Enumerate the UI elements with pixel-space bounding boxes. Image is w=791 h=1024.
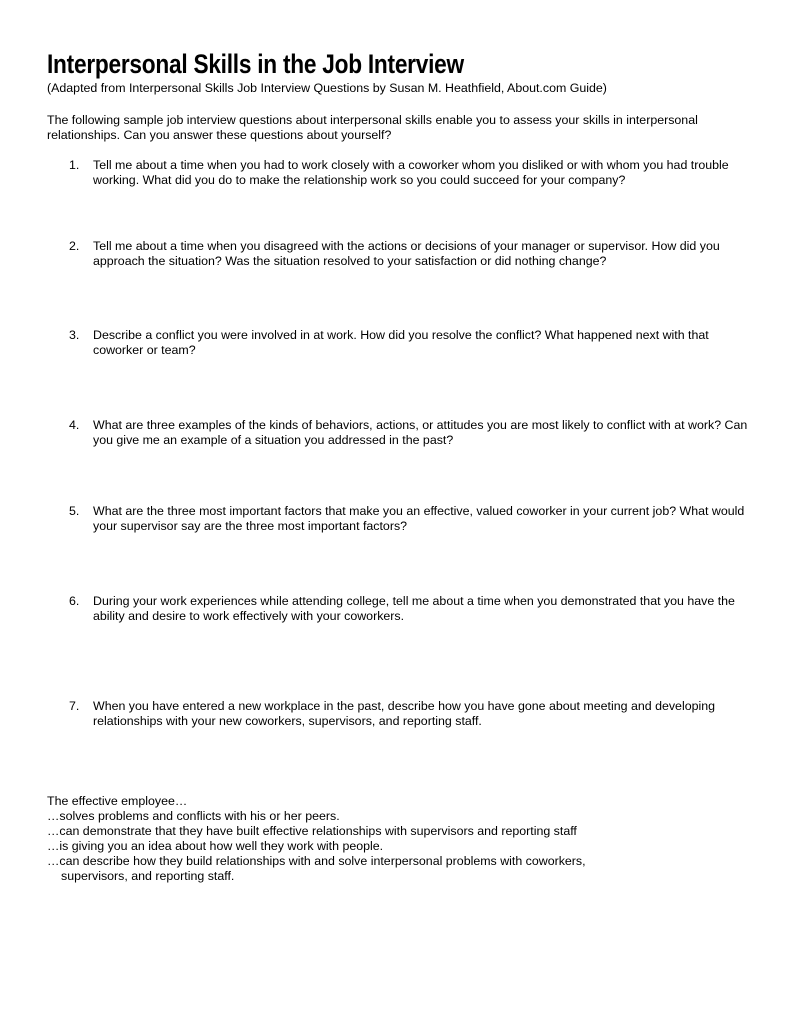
effective-employee-item: …can demonstrate that they have built effective relationships with supervisors and reporting staff (47, 824, 577, 838)
question-text: What are the three most important factors that make you an effective, valued coworker in your current job? What would your supervisor say are the three most important factors? (93, 504, 745, 533)
question-number: 1. (69, 158, 80, 172)
intro-paragraph: The following sample job interview questions about interpersonal skills enable you to assess your skills in interpersonal relationships. Can you answer these questions about yourself? (47, 113, 698, 142)
question-text: Describe a conflict you were involved in at work. How did you resolve the conflict? What happened next with that coworker or team? (93, 328, 709, 357)
question-item (47, 418, 749, 504)
question-item (47, 239, 749, 328)
document-title: Interpersonal Skills in the Job Interview (47, 49, 464, 79)
question-item (47, 504, 749, 594)
question-number: 6. (69, 594, 80, 608)
question-item (47, 158, 749, 239)
effective-employee-item: …solves problems and conflicts with his or her peers. (47, 809, 340, 823)
question-text: During your work experiences while attending college, tell me about a time when you demonstrated that you have the ability and desire to work effectively with your coworkers. (93, 594, 735, 623)
question-number: 5. (69, 504, 80, 518)
question-text: Tell me about a time when you had to work closely with a coworker whom you disliked or with whom you had trouble working. What did you do to make the relationship work so you could succeed for your company? (93, 158, 729, 187)
question-text: What are three examples of the kinds of behaviors, actions, or attitudes you are most likely to conflict with at work? Can you give me an example of a situation you addressed in the past? (93, 418, 748, 447)
effective-employee-item: …is giving you an idea about how well they work with people. (47, 839, 384, 853)
question-item (47, 594, 749, 699)
question-number: 7. (69, 699, 80, 713)
question-number: 4. (69, 418, 80, 432)
effective-employee-item: …can describe how they build relationships with and solve interpersonal problems with coworkers, (47, 854, 586, 868)
question-text: When you have entered a new workplace in the past, describe how you have gone about meeting and developing relationships with your new coworkers, supervisors, and reporting staff. (93, 699, 716, 728)
question-number: 2. (69, 239, 80, 253)
question-text: Tell me about a time when you disagreed with the actions or decisions of your manager or supervisor. How did you approach the situation? Was the situation resolved to your satisfaction or did nothing change? (93, 239, 720, 268)
question-item (47, 328, 749, 418)
effective-employee-section (47, 794, 747, 884)
question-list (47, 158, 747, 729)
document-subtitle: (Adapted from Interpersonal Skills Job Interview Questions by Susan M. Heathfield, About.com Guide) (47, 81, 607, 95)
effective-employee-item-continuation: supervisors, and reporting staff. (61, 869, 235, 883)
document-page (47, 48, 747, 884)
question-number: 3. (69, 328, 80, 342)
question-item (47, 699, 749, 729)
effective-employee-heading: The effective employee… (47, 794, 188, 808)
